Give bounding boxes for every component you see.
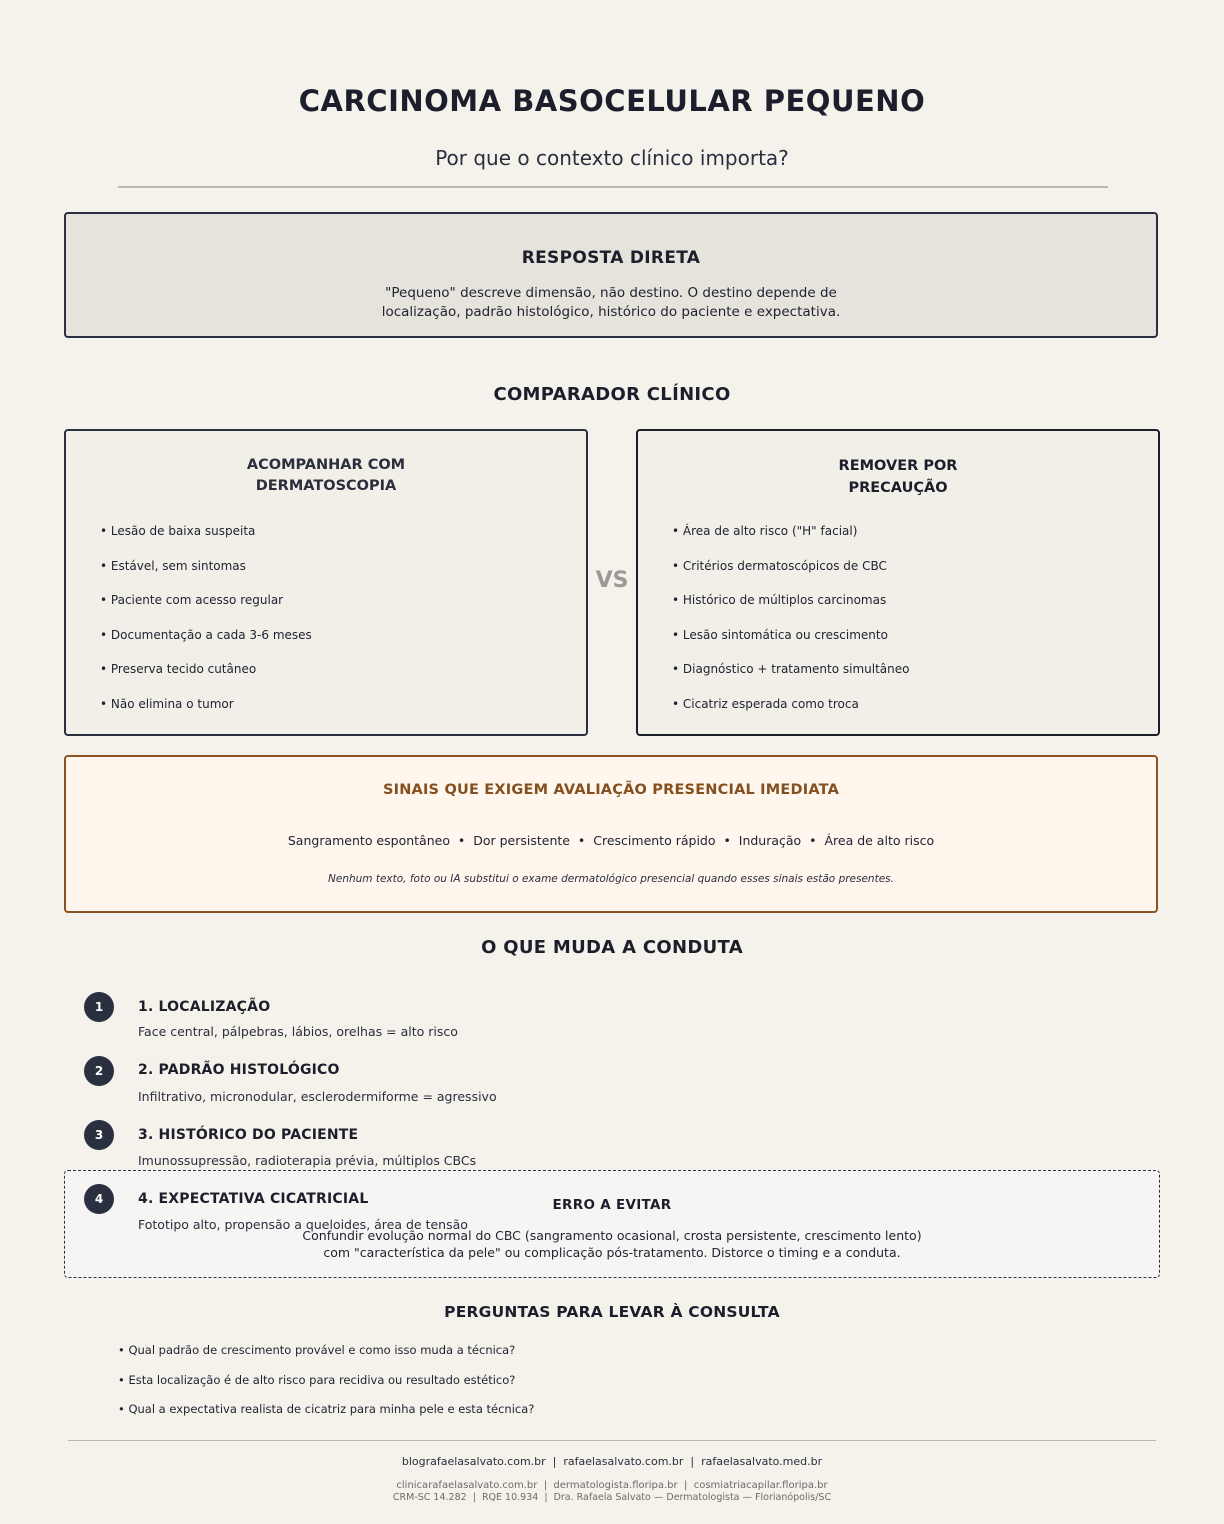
- alert-signs: Sangramento espontâneo • Dor persistente • Crescimento rápido • Induração • Área de alto risco: [287, 833, 935, 848]
- step-number-badge: 4: [84, 1184, 114, 1214]
- list-item: • Área de alto risco ("H" facial): [672, 524, 858, 538]
- direct-answer-line: "Pequeno" descreve dimensão, não destino. O destino depende de: [385, 285, 837, 301]
- monitor-card: [64, 429, 588, 736]
- footer-links: blografaelasalvato.com.br | rafaelasalvato.com.br | rafaelasalvato.med.br: [401, 1455, 823, 1468]
- list-item: • Estável, sem sintomas: [100, 558, 246, 573]
- monitor-list: [100, 524, 312, 732]
- list-item: • Preserva tecido cutâneo: [100, 662, 257, 677]
- direct-answer-text: [66, 284, 1156, 322]
- step-description: Fototipo alto, propensão a queloides, área de tensão: [138, 1217, 468, 1232]
- step-number-badge: 3: [84, 1120, 114, 1150]
- step-number-badge: 2: [84, 1056, 114, 1086]
- error-line: com "característica da pele" ou complicação pós-tratamento. Distorce o timing e a conduta.: [323, 1244, 901, 1260]
- step-description: Infiltrativo, micronodular, esclerodermiforme = agressivo: [138, 1089, 497, 1104]
- list-item: • Histórico de múltiplos carcinomas: [672, 593, 887, 608]
- list-item: • Esta localização é de alto risco para recidiva ou resultado estético?: [118, 1372, 516, 1387]
- monitor-card-title-line: DERMATOSCOPIA: [255, 478, 397, 494]
- list-item: • Lesão sintomática ou crescimento: [672, 627, 888, 642]
- list-item: • Documentação a cada 3-6 meses: [100, 627, 312, 642]
- step-title: 4. EXPECTATIVA CICATRICIAL: [138, 1191, 369, 1207]
- remove-card-title-line: PRECAUÇÃO: [848, 480, 948, 496]
- divider: [68, 1440, 1156, 1441]
- page-title: CARCINOMA BASOCELULAR PEQUENO: [298, 84, 926, 118]
- step-title: 2. PADRÃO HISTOLÓGICO: [138, 1062, 340, 1078]
- remove-card-title: [638, 455, 1158, 499]
- alert-note: Nenhum texto, foto ou IA substitui o exame dermatológico presencial quando esses sinais estão presentes.: [328, 873, 894, 885]
- footer-links-secondary: clinicarafaelasalvato.com.br | dermatologista.floripa.br | cosmiatriacapilar.floripa.br: [396, 1480, 828, 1491]
- direct-answer-box: [64, 212, 1158, 338]
- list-item: • Qual padrão de crescimento provável e como isso muda a técnica?: [118, 1343, 516, 1357]
- remove-card: [636, 429, 1160, 736]
- footer-credit: CRM-SC 14.282 | RQE 10.934 | Dra. Rafaela Salvato — Dermatologista — Florianópolis/SC: [392, 1492, 832, 1503]
- vs-label: VS: [595, 568, 629, 593]
- direct-answer-title: RESPOSTA DIRETA: [521, 248, 701, 268]
- questions-list: [118, 1343, 534, 1432]
- remove-card-title-line: REMOVER POR: [838, 458, 958, 474]
- step-number-badge: 1: [84, 992, 114, 1022]
- monitor-card-title-line: ACOMPANHAR COM: [246, 457, 406, 473]
- monitor-card-title: [66, 455, 586, 497]
- list-item: • Paciente com acesso regular: [100, 593, 284, 608]
- step-description: Imunossupressão, radioterapia prévia, múltiplos CBCs: [138, 1153, 477, 1168]
- alert-title: SINAIS QUE EXIGEM AVALIAÇÃO PRESENCIAL IMEDIATA: [382, 782, 840, 798]
- list-item: • Critérios dermatoscópicos de CBC: [672, 558, 887, 573]
- list-item: • Não elimina o tumor: [100, 696, 234, 711]
- list-item: • Qual a expectativa realista de cicatriz para minha pele e esta técnica?: [118, 1402, 535, 1416]
- comparator-title: COMPARADOR CLÍNICO: [493, 384, 731, 405]
- step-description: Face central, pálpebras, lábios, orelhas = alto risco: [138, 1024, 458, 1039]
- step-title: 1. LOCALIZAÇÃO: [138, 999, 271, 1015]
- error-text: [65, 1228, 1159, 1261]
- remove-list: [672, 524, 910, 732]
- list-item: • Cicatriz esperada como troca: [672, 696, 859, 711]
- conduct-title: O QUE MUDA A CONDUTA: [481, 937, 743, 958]
- page-subtitle: Por que o contexto clínico importa?: [435, 146, 789, 170]
- alert-box: [64, 755, 1158, 913]
- list-item: • Diagnóstico + tratamento simultâneo: [672, 662, 910, 677]
- step-title: 3. HISTÓRICO DO PACIENTE: [138, 1127, 359, 1143]
- direct-answer-line: localização, padrão histológico, histórico do paciente e expectativa.: [381, 304, 841, 320]
- questions-title: PERGUNTAS PARA LEVAR À CONSULTA: [444, 1303, 780, 1321]
- error-title: ERRO A EVITAR: [552, 1197, 672, 1213]
- error-line: Confundir evolução normal do CBC (sangramento ocasional, crosta persistente, crescimento lento): [302, 1228, 922, 1243]
- divider: [118, 186, 1108, 188]
- list-item: • Lesão de baixa suspeita: [100, 524, 256, 538]
